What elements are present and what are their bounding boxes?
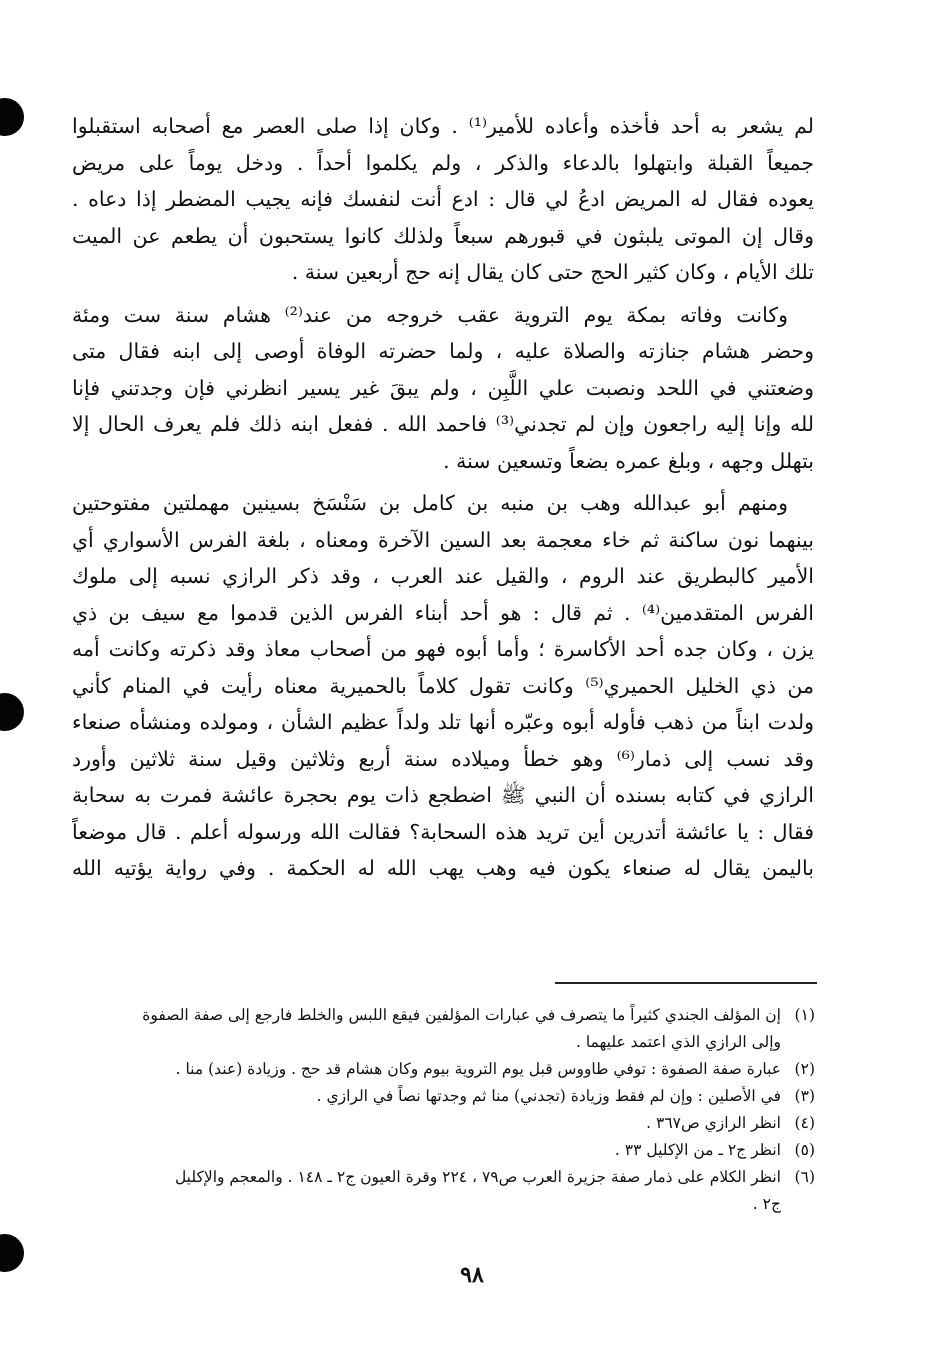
footnote-line: عبارة صفة الصفوة : توفي طاووس قبل يوم التروية بيوم وكان هشام قد حج . وزيادة (عند) منا . xyxy=(175,1060,781,1078)
text-line: الرازي في كتابه بسنده أن النبي ﷺ اضطجع ذات يوم بحجرة عائشة فمرت به سحابة xyxy=(72,783,814,807)
footnote-line: وإلى الرازي الذي اعتمد عليهما . xyxy=(575,1033,781,1051)
footnote-number: (٦) xyxy=(794,1168,815,1186)
footnote-line: إن المؤلف الجندي كثيراً ما يتصرف في عبارات المؤلفين فيقع اللبس والخلط فارجع إلى صفة الصفوة xyxy=(142,1006,781,1024)
paragraph-3 xyxy=(72,485,814,887)
text-line: لله وإنا إليه راجعون وإن لم تجدني⁽³⁾ فاحمد الله . ففعل ابنه ذلك فلم يعرف الحال إلا xyxy=(72,412,814,436)
footnote-text xyxy=(55,1083,781,1110)
text-line: ومنهم أبو عبدالله وهب بن منبه بن كامل بن سَنْسَخ بسينين مهملتين مفتوحتين xyxy=(72,491,788,515)
footnote-text xyxy=(55,1002,781,1056)
footnote-number: (١) xyxy=(794,1006,815,1024)
footnote-3 xyxy=(55,1083,815,1110)
text-line: بينهما نون ساكنة ثم خاء معجمة بعد السين الآخرة ومعناه ، بلغة الفرس الأسواري أي xyxy=(72,527,814,552)
footnote-number: (٢) xyxy=(794,1060,815,1078)
text-line: وضعتني في اللحد ونصبت علي اللَّبِن ، ولم يبقَ غير يسير انظرني فإن وجدتني فإنا xyxy=(72,375,814,400)
text-line: باليمن يقال له صنعاء يكون فيه وهب يهب الله له الحكمة . وفي رواية يؤتيه الله xyxy=(72,856,814,880)
text-line: يزن ، وكان جده أحد الأكاسرة ؛ وأما أبوه فهو من أصحاب معاذ وقد ذكرته وكانت أمه xyxy=(72,637,814,661)
footnote-text xyxy=(55,1110,781,1137)
footnote-text xyxy=(55,1137,781,1164)
footnote-number: (٥) xyxy=(794,1141,815,1159)
text-line: تلك الأيام ، وكان كثير الحج حتى كان يقال إنه حج أربعين سنة . xyxy=(291,260,814,284)
footnote-text xyxy=(55,1056,781,1083)
footnote-1 xyxy=(55,1002,815,1056)
text-line: يعوده فقال له المريض ادعُ لي قال : ادع أنت لنفسك فإنه يجيب المضطر إذا دعاه . xyxy=(72,187,814,211)
footnote-line: انظر ج٢ ـ من الإكليل ٣٣ . xyxy=(614,1141,781,1159)
punch-hole-top xyxy=(0,98,24,136)
footnote-line: في الأصلين : وإن لم فقط وزيادة (تجدني) منا ثم وجدتها نصاً في الرازي . xyxy=(316,1087,781,1105)
text-line: لم يشعر به أحد فأخذه وأعاده للأمير⁽¹⁾ . وكان إذا صلى العصر مع أصحابه استقبلوا xyxy=(72,114,814,138)
footnote-line: ج٢ . xyxy=(752,1195,781,1213)
punch-hole-middle xyxy=(0,693,24,731)
text-line: بتهلل وجهه ، وبلغ عمره بضعاً وتسعين سنة . xyxy=(443,448,814,473)
text-line: فقال : يا عائشة أتدرين أين تريد هذه السحابة؟ فقالت الله ورسوله أعلم . قال موضعاً xyxy=(72,819,814,844)
footnote-line: انظر الرازي ص٣٦٧ . xyxy=(646,1114,781,1132)
page-number: ٩٨ xyxy=(460,1262,484,1288)
text-line: الفرس المتقدمين⁽⁴⁾ . ثم قال : هو أحد أبناء الفرس الذين قدموا مع سيف بن ذي xyxy=(72,600,814,625)
text-line: وقال إن الموتى يلبثون في قبورهم سبعاً ولذلك كانوا يستحبون أن يطعم عن الميت xyxy=(72,223,814,248)
main-text xyxy=(72,108,814,893)
footnote-5 xyxy=(55,1137,815,1164)
text-line: الأمير كالبطريق عند الروم ، والقيل عند العرب ، وقد ذكر الرازي نسبه إلى ملوك xyxy=(72,564,814,588)
footnote-4 xyxy=(55,1110,815,1137)
footnote-2 xyxy=(55,1056,815,1083)
text-line: جميعاً القبلة وابتهلوا بالدعاء والذكر ، ولم يكلموا أحداً . ودخل يوماً على مريض xyxy=(72,150,814,175)
footnote-line: انظر الكلام على ذمار صفة جزيرة العرب ص٧٩ ، ٢٢٤ وقرة العيون ج٢ ـ ١٤٨ . والمعجم والإكليل xyxy=(174,1168,781,1186)
footnotes xyxy=(55,1002,815,1218)
footnote-number: (٣) xyxy=(794,1087,815,1105)
footnote-separator xyxy=(555,982,817,984)
text-line: ولدت ابناً من ذهب فأوله أبوه وعبّره أنها تلد ولداً عظيم الشأن ، ومولده ومنشأه صنعاء xyxy=(72,710,814,734)
paragraph-1 xyxy=(72,108,814,291)
text-line: وكانت وفاته بمكة يوم التروية عقب خروجه من عند⁽²⁾ هشام سنة ست ومئة xyxy=(72,302,788,327)
footnote-number: (٤) xyxy=(794,1114,815,1132)
footnote-6 xyxy=(55,1164,815,1218)
footnote-text xyxy=(55,1164,781,1218)
text-line: من ذي الخليل الحميري⁽⁵⁾ وكانت تقول كلاماً بالحميرية معناه رأيت في المنام كأني xyxy=(72,673,814,698)
text-line: وقد نسب إلى ذمار⁽⁶⁾ وهو خطأ وميلاده سنة أربع وثلاثين وقيل سنة ثلاثين وأورد xyxy=(72,746,814,771)
paragraph-2 xyxy=(72,297,814,480)
text-line: وحضر هشام جنازته والصلاة عليه ، ولما حضرته الوفاة أوصى إلى ابنه فقال متى xyxy=(72,339,814,363)
